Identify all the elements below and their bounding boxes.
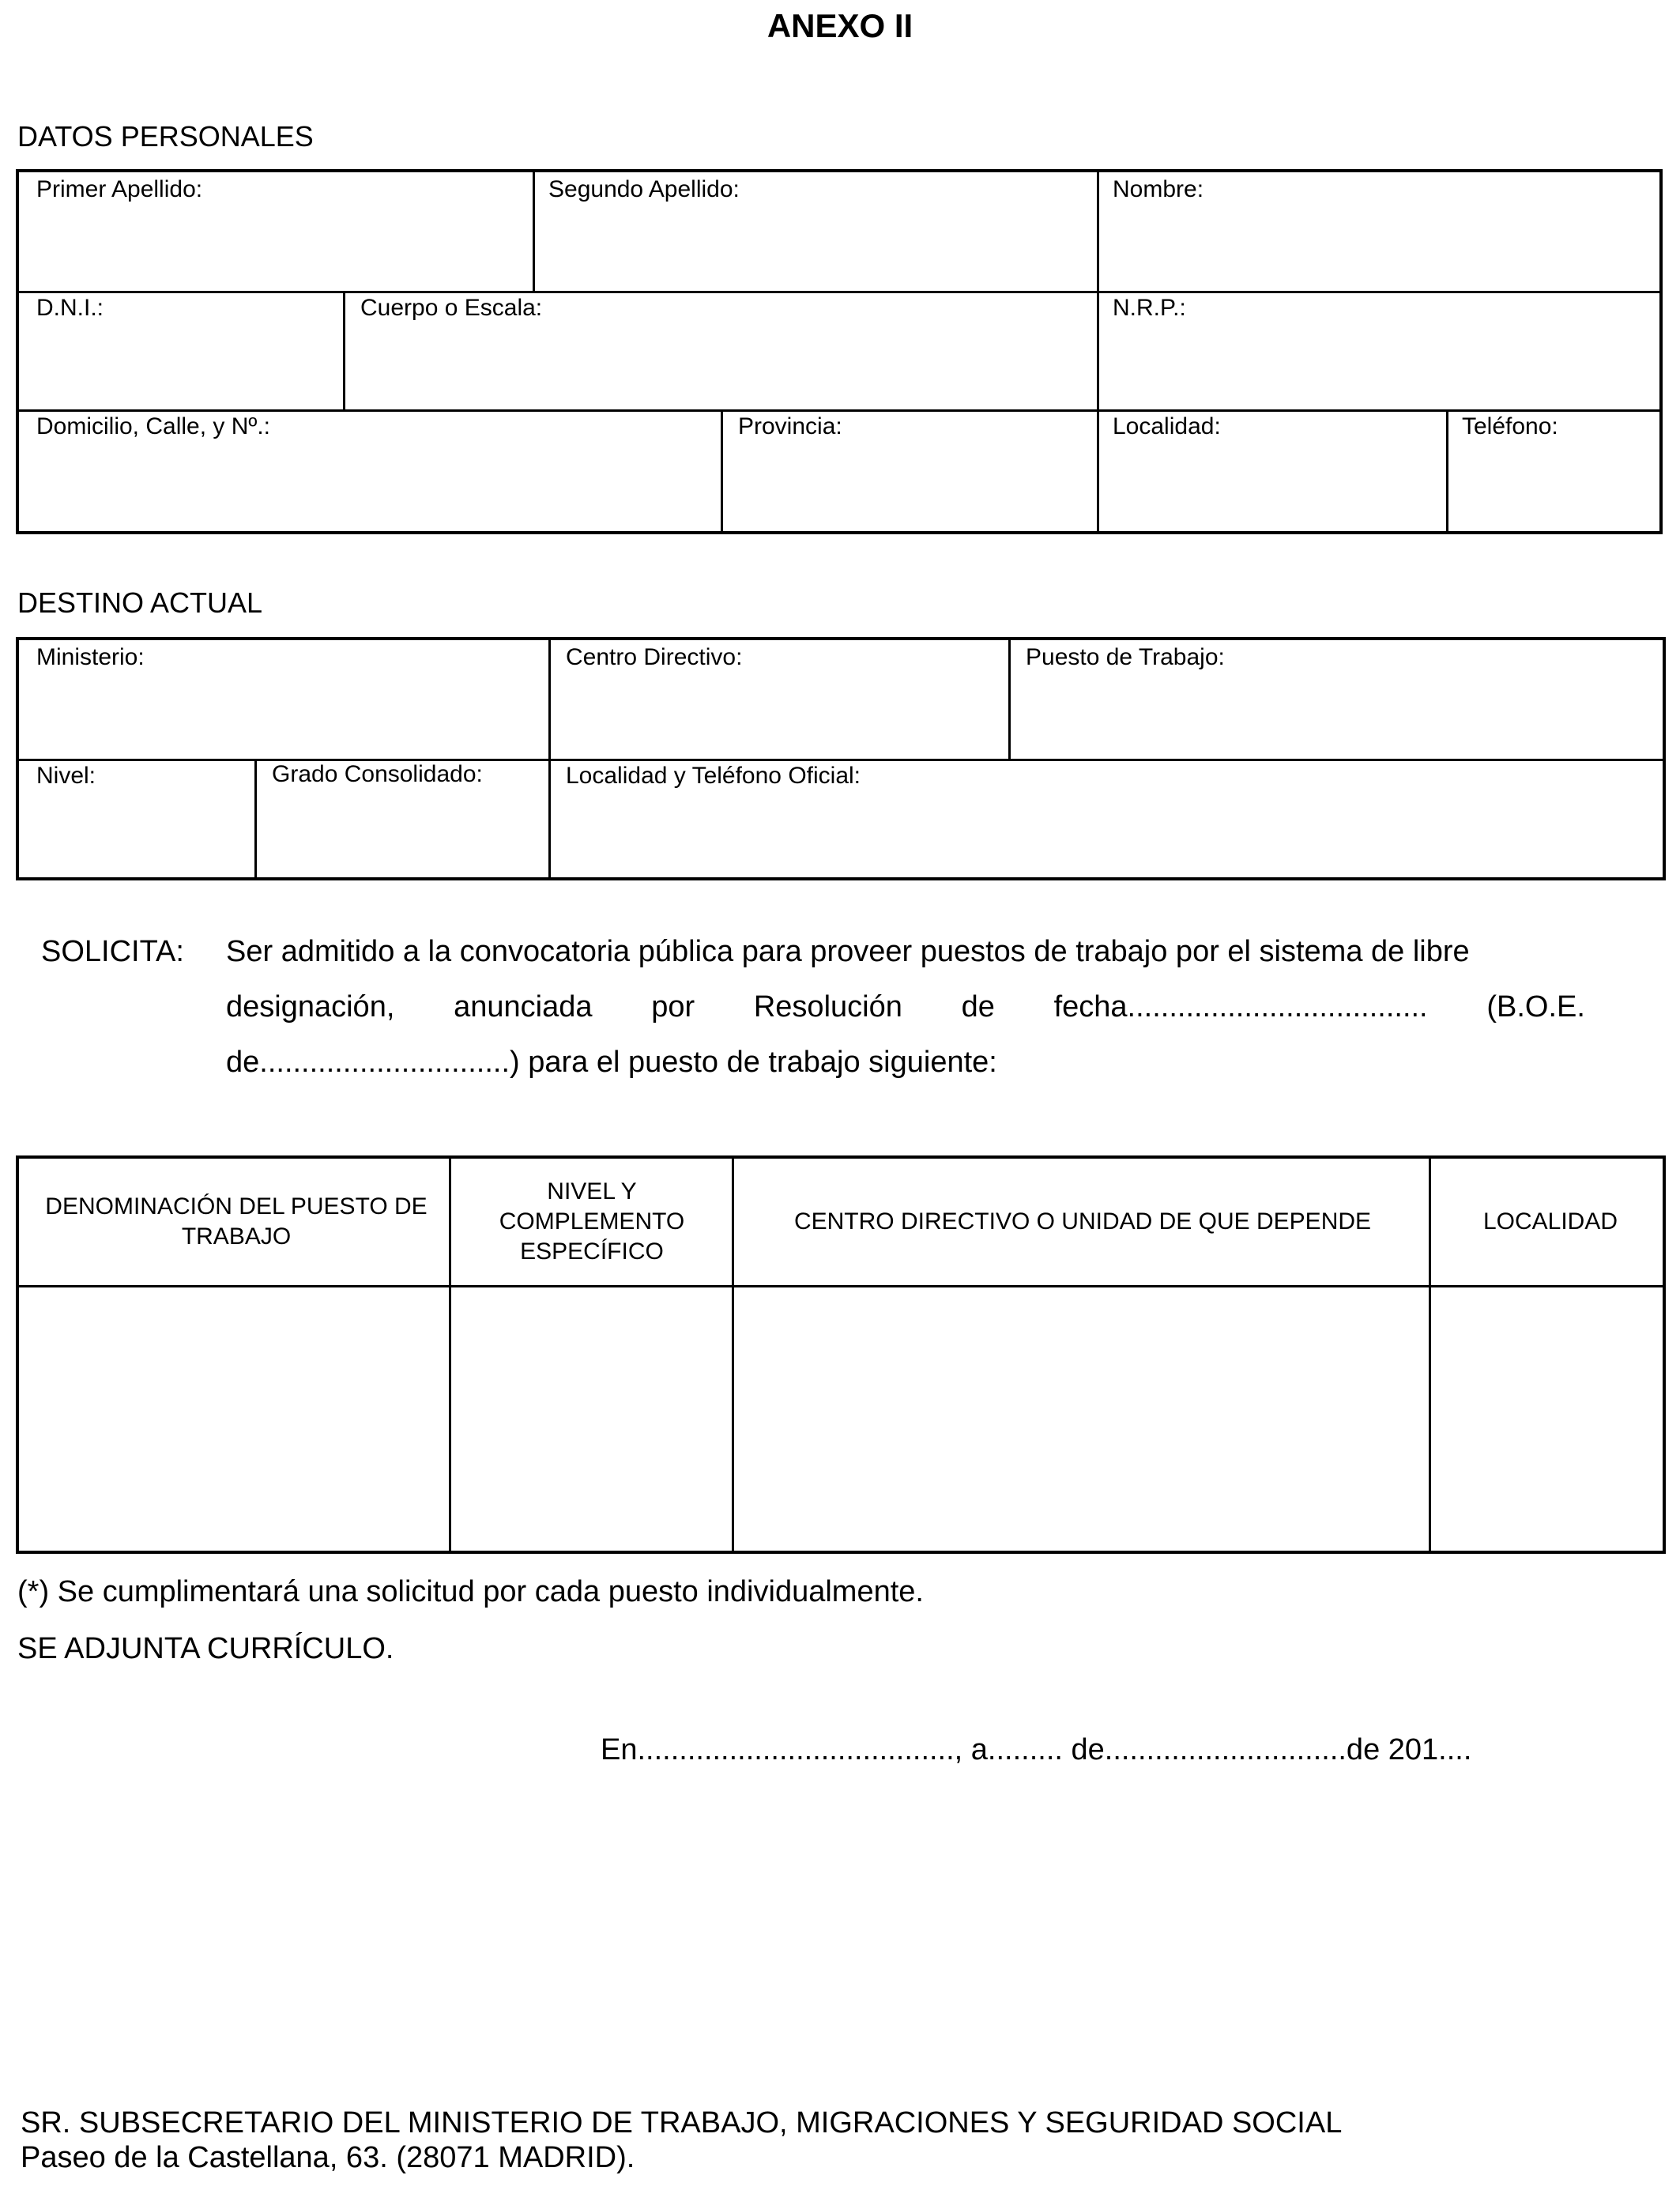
solicita-line-1: Ser admitido a la convocatoria pública para proveer puestos de trabajo por el sistema de libre — [226, 935, 1470, 968]
domicilio-field[interactable]: Domicilio, Calle, y Nº.: — [36, 413, 271, 439]
column-divider — [721, 409, 723, 531]
datos-personales-table — [16, 169, 1663, 534]
solicita-line-2 — [226, 990, 1585, 1024]
date-line: En......................................, a......... de.............................de 201.... — [601, 1733, 1472, 1766]
column-divider — [1008, 640, 1011, 759]
centro-directivo-field[interactable]: Centro Directivo: — [566, 644, 743, 670]
destino-actual-heading: DESTINO ACTUAL — [17, 586, 263, 619]
column-divider — [1446, 409, 1448, 531]
solicita-line-3: de..............................) para el puesto de trabajo siguiente: — [226, 1046, 997, 1079]
addressee-line-1: SR. SUBSECRETARIO DEL MINISTERIO DE TRABAJO, MIGRACIONES Y SEGURIDAD SOCIAL — [21, 2106, 1343, 2139]
cuerpo-escala-field[interactable]: Cuerpo o Escala: — [360, 295, 543, 321]
solicita-word: designación, — [226, 990, 395, 1023]
ministerio-field[interactable]: Ministerio: — [36, 644, 145, 670]
column-header-nivel: NIVEL Y COMPLEMENTO ESPECÍFICO — [499, 1178, 685, 1265]
nrp-field[interactable]: N.R.P.: — [1113, 295, 1186, 321]
column-divider — [732, 1159, 734, 1551]
column-header-centro: CENTRO DIRECTIVO O UNIDAD DE QUE DEPENDE — [793, 1208, 1372, 1235]
nivel-field[interactable]: Nivel: — [36, 763, 96, 789]
nivel-input-cell[interactable] — [452, 1288, 732, 1551]
solicita-label: SOLICITA: — [41, 935, 184, 968]
destino-actual-table — [16, 637, 1666, 880]
localidad-field[interactable]: Localidad: — [1113, 413, 1221, 439]
column-divider — [254, 759, 257, 877]
dni-field[interactable]: D.N.I.: — [36, 295, 104, 321]
centro-input-cell[interactable] — [735, 1288, 1429, 1551]
puesto-table — [16, 1155, 1666, 1554]
solicita-word: de — [961, 990, 995, 1023]
row-divider — [19, 759, 1663, 761]
column-divider — [1429, 1159, 1431, 1551]
provincia-field[interactable]: Provincia: — [738, 413, 842, 439]
column-divider — [343, 291, 345, 409]
solicita-word: anunciada — [454, 990, 593, 1023]
column-divider — [449, 1159, 451, 1551]
grado-consolidado-field[interactable]: Grado Consolidado: — [272, 761, 483, 787]
datos-personales-heading: DATOS PERSONALES — [17, 120, 314, 153]
puesto-trabajo-field[interactable]: Puesto de Trabajo: — [1026, 644, 1225, 670]
column-divider — [1097, 172, 1099, 531]
header-divider — [19, 1285, 1663, 1287]
denominacion-input-cell[interactable] — [19, 1288, 449, 1551]
segundo-apellido-field[interactable]: Segundo Apellido: — [548, 176, 740, 202]
solicita-word: (B.O.E. — [1486, 990, 1585, 1023]
row-divider — [19, 291, 1659, 293]
page-title: ANEXO II — [767, 7, 913, 44]
row-divider — [19, 409, 1659, 412]
solicita-word: por — [651, 990, 695, 1023]
column-divider — [533, 172, 535, 291]
adjunta-curriculo: SE ADJUNTA CURRÍCULO. — [17, 1632, 394, 1665]
primer-apellido-field[interactable]: Primer Apellido: — [36, 176, 203, 202]
telefono-field[interactable]: Teléfono: — [1462, 413, 1558, 439]
localidad-input-cell[interactable] — [1432, 1288, 1663, 1551]
solicita-word: Resolución — [753, 990, 902, 1023]
column-divider — [548, 640, 551, 877]
addressee-line-2: Paseo de la Castellana, 63. (28071 MADRID). — [21, 2141, 635, 2174]
nombre-field[interactable]: Nombre: — [1113, 176, 1204, 202]
column-header-localidad: LOCALIDAD — [1482, 1208, 1618, 1235]
footnote: (*) Se cumplimentará una solicitud por cada puesto individualmente. — [17, 1575, 924, 1608]
column-header-denominacion: DENOMINACIÓN DEL PUESTO DE TRABAJO — [45, 1193, 428, 1250]
localidad-telefono-field[interactable]: Localidad y Teléfono Oficial: — [566, 763, 861, 789]
solicita-word: fecha.................................... — [1053, 990, 1428, 1023]
